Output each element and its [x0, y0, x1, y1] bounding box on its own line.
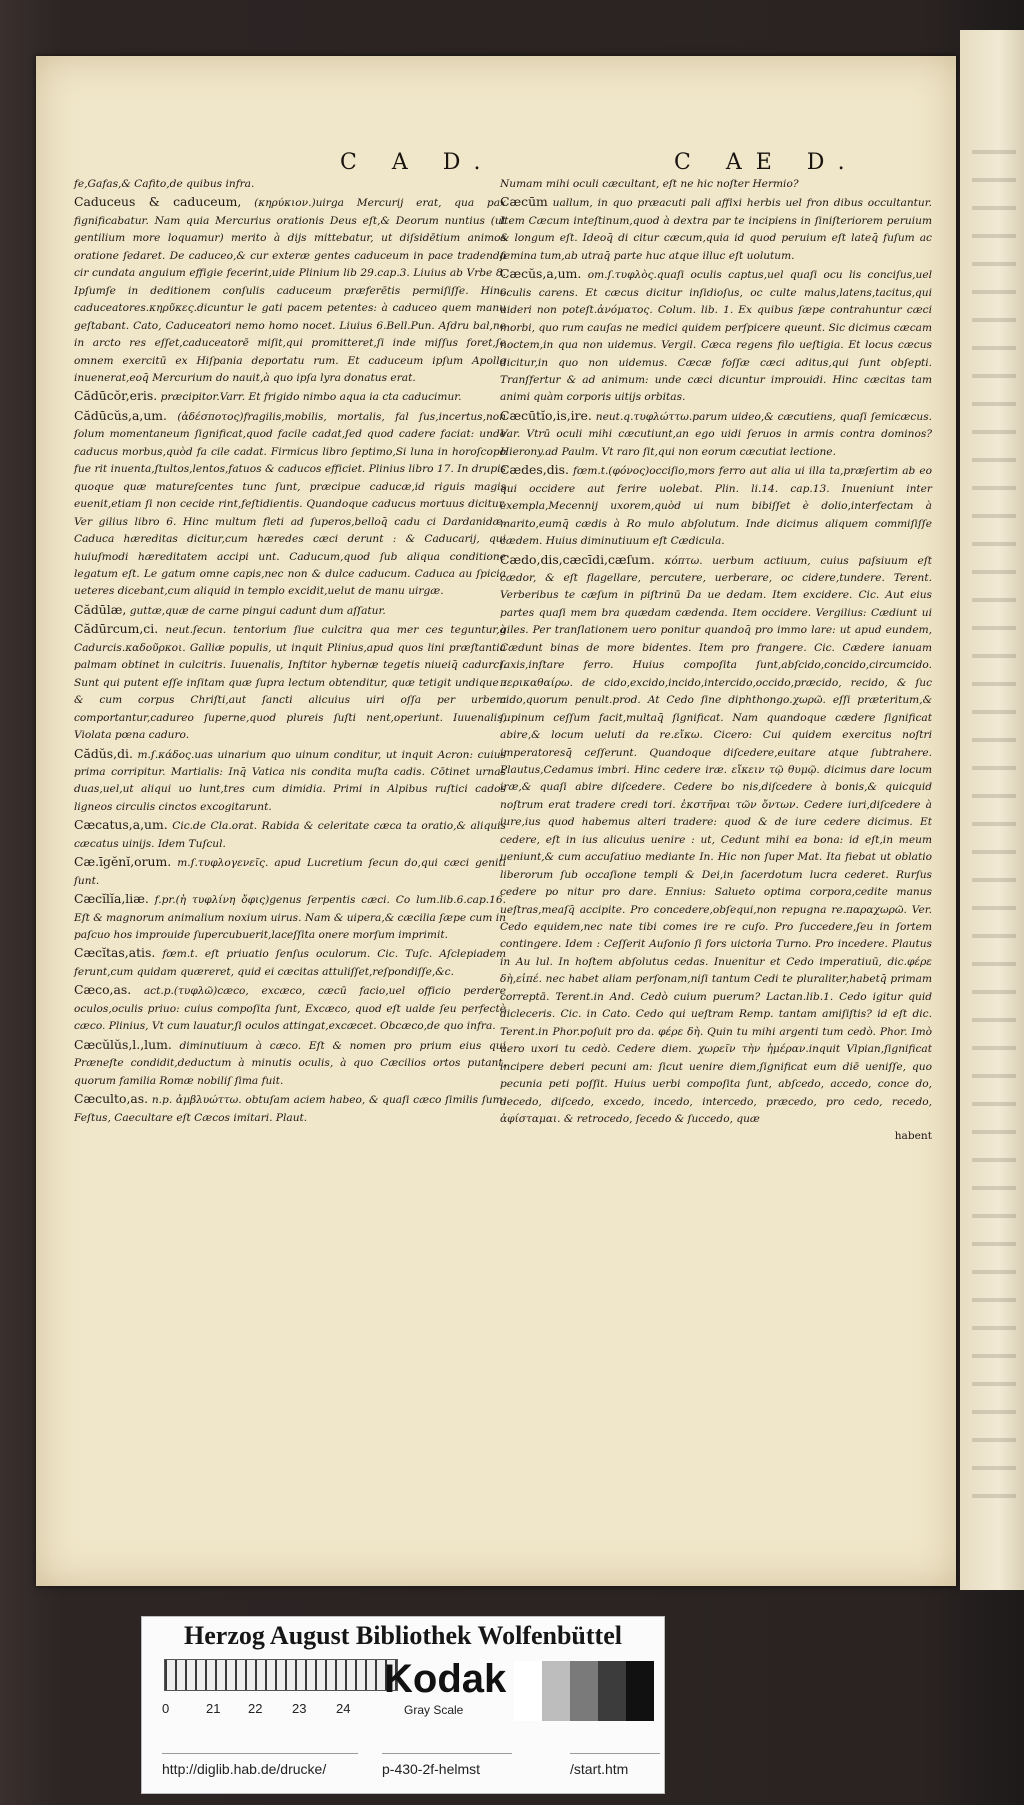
entry-text: (ἀδέσποτος)fragilis,mobilis, mortalis, fal ſus,incertus,non ſolum momentaneum ſignificat,quod facile cadat,ſed quod cadere faciat: unde caducus morbus,quòd fa cile cadat. Firmicus libro ſeptimo,Si luna in horoſcopo fue rit inuenta,ſtultos,lentos,fatuos & caducos efficiet. Plinius libro 17. In drupis quoque quæ matureſcentes tunc ſunt, præcipue caducæ,id riguis magis euenit,etiam ſi non cecide rint,feſtidientis. Quandoque caducus mortuus dicitur. Ver gilius libro 6. Hinc multum fleti ad ſuperos,belloq̄ cadu ci Dardanidæ. Caduca hæreditas dicitur,cum hæredes cæci derunt : & Caducarij, qui huiuſmodi hæreditatem accipi unt. Caducum,quod ſub aliqua conditione legatum eſt. Le gatum omne capis,nec non & dulce caducum. Caduca au ſpicia ueteres dicebant,cum aliquid in templo excidit,uelut de manu uirgæ. — [74, 410, 506, 598]
dictionary-entry — [74, 745, 506, 817]
ruler-label: 0 — [162, 1701, 170, 1716]
dictionary-entry — [74, 193, 506, 387]
dictionary-entry — [500, 551, 932, 1129]
entry-text: (κηρύκιον.)uirga Mercurij erat, qua pax fignificabatur. Nam quia Mercurius orationis Deus eſt,& Deorum nuntius (ut gentilium more loquamur) merito à dijs mittebatur, ut diſsidētium animos oratione ſedaret. De caduceo,& cur exteræ gentes caduceum in pace tradenda cir cundata anguium effigie fecerint,uide Plinium lib 29.cap.3. Liuius ab Vrbe 8. Ipſumſe in deditionem conſulis caduceum præferētis permiſiſſe. Hinc caduceatores.κηρῦκες.dicuntur le gati pacem petentes: à caduceo quem manu geſtabant. Cato, Caduceatori nemo homo nocet. Liuius 6.Bell.Pun. Aſdru bal,ne in arcto res eſſet,caduceatorē miſit,qui promitteret,ſi inde miſſus foret,ſe omnem exercitū ex Hiſpania deportatu rum. Et caduceum ipſum Apollo inuenerat,eoq̄ Mercurium do nauit,à quo ipſa lyra donatus erat. — [74, 197, 506, 384]
entry-headword: Cædo,dis,cæcīdi,cæſum. — [500, 551, 655, 567]
entry-headword: Cæcŭlŭs,l.,lum. — [74, 1036, 172, 1052]
dictionary-entry — [500, 407, 932, 461]
entry-text: m.ſ.κάδος.uas uinarium quo uinum conditur, ut inquit Acron: cuius prima corripitur. Martialis: Inq̄ Vatica nis condita muſta cadis. Cōtinet urnas duas,uel,ut aliqui uo lunt,tres cum dimidia. Primi in Alpibus ruſtici cados ligneos circulis cinctos excogitarunt. — [74, 748, 506, 813]
entry-headword: Cæcĭtas,atis. — [74, 945, 156, 961]
dictionary-entry — [74, 387, 506, 406]
gray-scale-label: Gray Scale — [404, 1703, 464, 1717]
entry-headword: Cæcŭs,a,um. — [500, 266, 582, 282]
entry-text: habent — [894, 1130, 932, 1143]
entry-text: fœm.t.(φόνος)occiſio,mors ferro aut alia ui illa ta,præſertim ab eo qui occidere aut ferire uolebat. Plin. li.14. cap.13. Inueniunt inter exempla,Mecennij uxorem,quòd ui num bibiſſet è dolio,interfectam à marito,eumq̄ cædis à Ro mulo abſolutum. Inde dicimus aliquem commiſiſſe cædem. Huius diminutiuum eſt Cædicula. — [500, 465, 933, 548]
gray-scale-patches — [514, 1661, 654, 1721]
dictionary-entry — [500, 265, 932, 407]
kodak-logo: Kodak — [384, 1657, 507, 1701]
dictionary-entry — [74, 944, 506, 981]
ruler-label: 21 — [206, 1701, 221, 1716]
left-column — [74, 176, 506, 1127]
entry-text: neut.ſecun. tentorium ſiue culcitra qua mer ces teguntur,à Cadurcis.καδοῦρκοι. Galliæ populis, ut inquit Plinius,apud quos lini præſtantia palmam obtinet in culcitris. Iuuenalis, Inſtitor hybernæ tegetis niueiq̄ cadurci. Sunt qui putent eſſe inſitam quæ ſupra lectum obtenditur, quæ tetigit undique : & cum corpus Chriſti,aut ſancti alicuius uiri oſſa per urbem comportantur,cadureo ſuperne,quod plureis ſuſti nent,operiunt. Iuuenalis, Violata pœna caduro. — [74, 624, 506, 742]
entry-headword: Cæcatus,a,um. — [74, 817, 168, 833]
dictionary-entry — [500, 193, 932, 265]
entry-headword: Cădŭs,di. — [74, 745, 133, 761]
entry-headword: Cæcūm — [500, 194, 548, 210]
entry-text: m.ſ.τυφλογενεῖς. apud Lucretium ſecun do,qui cæci geniti ſunt. — [74, 857, 507, 887]
gray-patch — [514, 1661, 542, 1721]
start-page: /start.htm — [570, 1753, 660, 1784]
entry-headword: Cădūcŏr,eris. — [74, 388, 158, 404]
dictionary-entry — [500, 176, 932, 193]
gray-patch — [598, 1661, 626, 1721]
facing-page-edge — [960, 30, 1024, 1590]
entry-text: præcipitor.Varr. Et frigido nimbo aqua ia cta caducimur. — [160, 391, 462, 404]
dictionary-entry — [74, 601, 506, 620]
entry-headword: Cæcĭlĭa,liæ. — [74, 891, 149, 907]
source-url: http://diglib.hab.de/drucke/ — [162, 1753, 358, 1784]
entry-text: guttæ,quæ de carne pingui cadunt dum aſſatur. — [129, 604, 386, 617]
ruler-label: 22 — [248, 1701, 263, 1716]
entry-headword: Caduceus & caduceum, — [74, 194, 242, 210]
entry-headword: Cădūrcum,ci. — [74, 621, 159, 637]
dictionary-entry — [74, 981, 506, 1035]
entry-text: om.ſ.τυφλὸς.quaſi oculis captus,uel quaſi ocu lis conciſus,uel oculis carens. Et cæcus dicitur inſidioſus, oc culte malus,latens,tacitus,qui uideri non poteſt.ἀνόματος. Colum. lib. 1. Ex quibus ſæpe contrahuntur cæci morbi, quo rum cauſas ne medici quidem perſpicere queunt. Sic dicimus cæcam noctem,in qua non uidemus. Vergil. Cæca regens filo ueſtigia. Et locus cæcus dicitur,in quo non uidemus. Cæcæ foſſæ cæci aditus,qui ſunt obſepti. Tranſfertur & ad animum: unde cæci dicuntur improuidi. Hinc cæcitas tam animi quàm corporis uitijs orbitas. — [500, 269, 932, 404]
right-column — [500, 176, 932, 1146]
dictionary-entry — [74, 816, 506, 853]
dictionary-entry — [500, 1128, 932, 1145]
entry-text: diminutiuum à cæco. Eſt & nomen pro prium eius qui Præneſte condidit,deductum à minutis oculis, à quo Cæcilios ortos putant, quorum familia Romæ nobiliſ ſima fuit. — [74, 1039, 506, 1087]
dictionary-entry — [74, 1090, 506, 1127]
dictionary-entry — [74, 1036, 506, 1090]
entry-headword: Cæcūtĭo,is,ire. — [500, 407, 592, 423]
dictionary-entry — [74, 176, 506, 193]
shelfmark: p-430-2f-helmst — [382, 1753, 512, 1784]
gray-patch — [542, 1661, 570, 1721]
color-target-card — [141, 1616, 665, 1794]
entry-headword: Cæ.īgĕnĭ,orum. — [74, 854, 172, 870]
entry-text: neut.q.τυφλώττω.parum uideo,& cæcutiens, quaſi ſemicæcus. Var. Vtrū oculi mihi cæcutiunt,an ego uidi ſeruos in armis contra dominos? Hierony.ad Paulm. Vt raro ſit,qui non eorum cæcutiat lectione. — [500, 410, 932, 458]
entry-text: uallum, in quo præacuti pali affixi herbis uel fron dibus occultantur. Item Cæcum inteſtinum,quod à dextra par te incipiens in ſiniſteriorem peruium & longum eſt. Ideoq̄ di citur cæcum,quia id quod peruium eſt lateq̄ fuſum ac ſemina tum,ab utraq̄ parte huc atque illuc eſt uolutum. — [500, 197, 932, 262]
ruler-label: 24 — [336, 1701, 351, 1716]
entry-text: fe,Gafas,& Cafito,de quibus infra. — [74, 178, 255, 190]
dictionary-entry — [74, 890, 506, 944]
entry-headword: Cădūlæ, — [74, 601, 127, 617]
dictionary-entry — [500, 461, 932, 550]
running-head-right: C AE D. — [674, 150, 859, 175]
show-through-text — [972, 150, 1016, 1510]
entry-headword: Cæco,as. — [74, 982, 132, 998]
dictionary-entry — [74, 620, 506, 744]
entry-text: κόπτω. uerbum actiuum, cuius paſsiuum eſt cædor, & eſt flagellare, percutere, uerberare, oc cidere,tundere. Terent. Verberibus te cæſum in piſtrinū Da ue dedam. Item excidere. Cic. Aut eius partes quaſi mem bra quædam cædenda. Item occidere. Vergilius: Cædiunt ui giles. Per tranſlationem uero ponitur quandoq̄ pro immo lare: ut apud eundem, Cædunt binas de more bidentes. Item pro frangere. Cic. Cædere ianuam ſaxis,inſtare ferro. Huius compoſita ſunt,abſcido,concido,circumcido. περικαθαίρω. de cido,excido,incido,intercido,occido,præcido, recido, & ſuc cido,quorum penult.prod. At Cedo ſine diphthongo.χωρῶ. eſſi præteritum,& ſupinum ceſſum facit,multaq̄ ſignificat. Nam quandoque cædere ſignificat abire,& locum ueluti da re.εἴκω. Cicero: Cui quidem exercitus noſtri imperatoresq̄ ceſſerunt. Quandoque diſcedere,euitare atque ſubtrahere. Plautus,Cedamus imbri. Hinc cedere iræ. εἴκειν τῷ θυμῷ. dicimus dare locum iræ,& quaſi abire diſcedere. Cedere bo nis,diſcedere à bonis,& quicquid noſtrum erat tradere credi tori. ἐκστῆναι τῶν ὄντων. Cedere iuri,diſcedere à iure,ius quod habemus alteri tradere: quod & de iure cedere dicimus. Et cedere, eſt in ius alicuius uenire : ut, Cedunt mihi ea bona: id eſt,in meum ueniunt,& cum accuſatiuo mediante In. Hic non ſuper Mat. Ita fiebat ut oblatio liberorum ſub occaſione templi & Dei,in ſacerdotum lucra cederet. Rurſus cedere po nitur pro dare. Ennius: Salueto optima corpora,cedite manus ueſtras,meaſq̄ accipite. Pro concedere,obſequi,non repugna re.παραχωρῶ. Ver. Cedo equidem,nec nate tibi comes ire re cuſo. Pro ſuccedere,ſeu in ſortem contingere. Idem : Ceſſerit Auſonio ſi fors uictoria Turno. Pro incedere. Plautus in Au lul. In hoſtem abſolutus cedas. Inuenitur et Cedo imperatiuū, dic.φέρε δὴ,εἰπέ. nec habet aliam perſonam,niſi tantum Cedi te pluraliter,habetq̄ primam correptā. Terent.in And. Cedò cuium puerum? Lactan.lib.1. Cedo igitur quid dicleceris. Cic. in Cato. Cedo qui ueſtram Remp. tantam amiſiſtis? id eſt dic. Terent.in Phor.poſuit pro da. φέρε δὴ. Quin tu mihi argenti tum cedò. Phor. Imò uero uxori tu cedò. Cedere diem. χωρεῖν τὴν ἡμέραν.inquit Vlpian,ſignificat incipere deberi pecuni am: ſicut uenire diem,ſignificat eum diē ueniſſe, quo pecunia peti poſſit. Huius uerbi compoſita ſunt, abſcedo, accedo, conce do, decedo, diſcedo, excedo, incedo, intercedo, præcedo, pro cedo, recedo, ἀφίσταμαι. & retrocedo, ſecedo & ſuccedo, quæ — [500, 554, 932, 1126]
entry-headword: Cædes,dis. — [500, 462, 569, 478]
entry-text: Cic.de Cla.orat. Rabida & celeritate cæca ta oratio,& aliquis cæcatus uinijs. Idem Tuſcul. — [74, 820, 506, 850]
entry-text: act.p.(τυφλῶ)cæco, excæco, cæcū facio,uel officio perdere oculos,oculis priuo: cuius compoſita ſunt, Excæco, quod eſt ualde ſeu perfectè cæco. Plinius, Vt cum lauatur,ſi oculos attingat,excæcet. Obcæco,de quo infra. — [74, 985, 506, 1033]
entry-text: Numam mihi oculi cæcultant, eſt ne hic noſter Hermio? — [500, 178, 799, 190]
entry-text: fœm.t. eſt priuatio ſenſus oculorum. Cic. Tuſc. Aſclepiadem ferunt,cum quidam quæreret, quid ei cæcitas attuliſſet,reſpondiſſe,&c. — [74, 948, 506, 978]
measurement-ruler — [164, 1659, 398, 1691]
dictionary-entry — [74, 407, 506, 601]
entry-headword: Cæculto,as. — [74, 1091, 149, 1107]
dictionary-entry — [74, 853, 506, 890]
gray-patch — [626, 1661, 654, 1721]
ruler-label: 23 — [292, 1701, 307, 1716]
running-head-left: C A D. — [340, 150, 495, 175]
entry-text: n.p. ἀμβλυώττω. obtuſam aciem habeo, & quaſi cæco ſimilis ſum. Feſtus, Caecultare eſt Cæcos imitari. Plaut. — [74, 1094, 507, 1124]
entry-headword: Cădūcŭs,a,um. — [74, 407, 167, 423]
gray-patch — [570, 1661, 598, 1721]
entry-text: f.pr.(ἡ τυφλίνη ὄφις)genus ſerpentis cæci. Co lum.lib.6.cap.16. Eſt & magnorum animalium noxium uirus. Nam & uipera,& cæcilia ſæpe cum in paſcuo hos improuide ſupercubuerit,laceſſita onere morſum imprimit. — [74, 894, 506, 942]
library-name: Herzog August Bibliothek Wolfenbüttel — [184, 1621, 622, 1650]
